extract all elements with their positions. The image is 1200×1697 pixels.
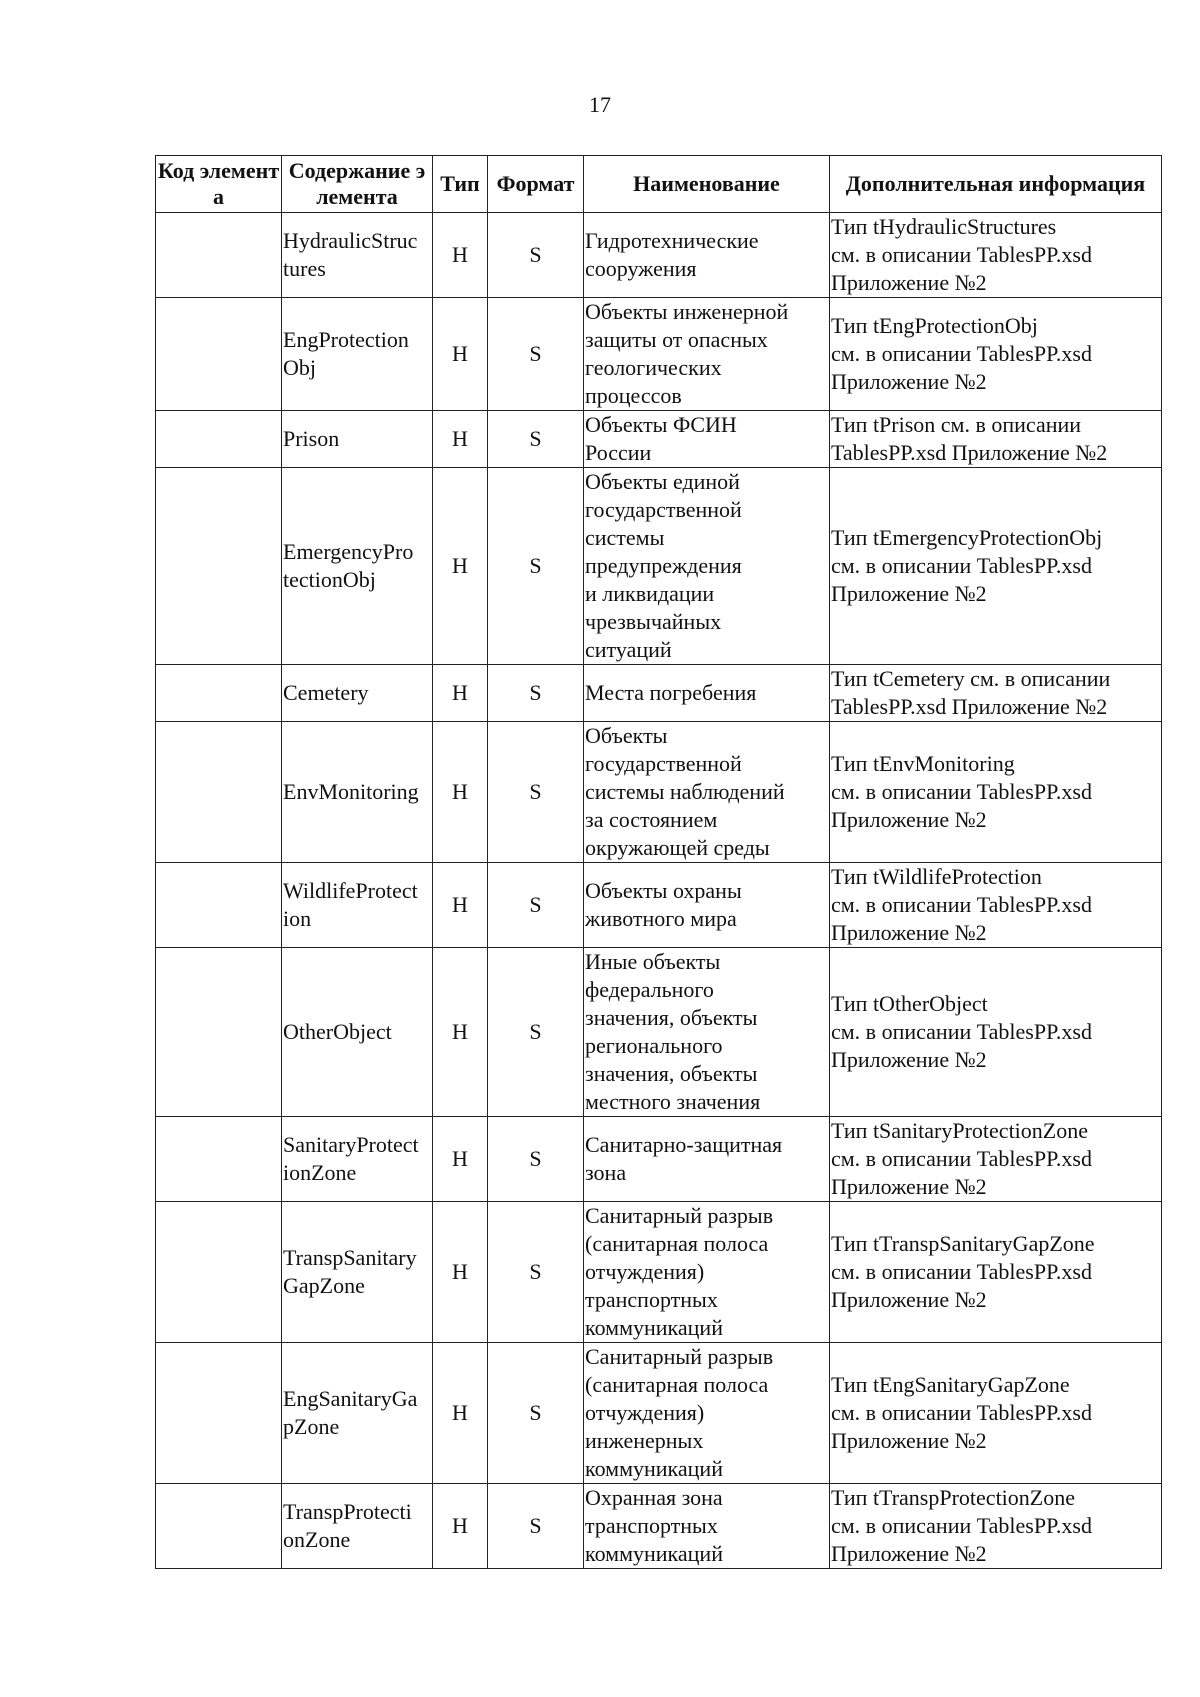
- additional-info-line: Приложение №2: [831, 1428, 987, 1453]
- table-row: [156, 298, 1162, 411]
- element-table: [155, 155, 1162, 1569]
- additional-info-cell: [830, 1484, 1162, 1569]
- additional-info-line: см. в описании TablesPP.xsd: [831, 553, 1092, 578]
- type-cell: Н: [433, 411, 488, 468]
- element-content-cell: [282, 948, 433, 1117]
- element-content-line: ion: [283, 906, 312, 931]
- additional-info-cell: [830, 213, 1162, 298]
- format-cell: S: [488, 722, 584, 863]
- element-content-line: ionZone: [283, 1160, 357, 1185]
- header-type: Тип: [433, 156, 488, 213]
- additional-info-line: Тип tSanitaryProtectionZone: [831, 1118, 1088, 1143]
- name-line: системы наблюдений: [585, 779, 785, 804]
- format-cell: S: [488, 468, 584, 665]
- name-line: коммуникаций: [585, 1456, 723, 1481]
- name-line: чрезвычайных: [585, 609, 722, 634]
- name-cell: [584, 213, 830, 298]
- table-row: [156, 1484, 1162, 1569]
- additional-info-line: см. в описании TablesPP.xsd: [831, 341, 1092, 366]
- additional-info-line: Приложение №2: [831, 270, 987, 295]
- name-line: государственной: [585, 751, 742, 776]
- additional-info-cell: [830, 298, 1162, 411]
- format-cell: S: [488, 948, 584, 1117]
- name-line: ситуаций: [585, 637, 672, 662]
- name-line: отчуждения): [585, 1259, 705, 1284]
- name-line: Места погребения: [585, 680, 757, 705]
- name-cell: [584, 1202, 830, 1343]
- additional-info-line: Тип tEmergencyProtectionObj: [831, 525, 1103, 550]
- additional-info-line: см. в описании TablesPP.xsd: [831, 892, 1092, 917]
- table-row: [156, 1343, 1162, 1484]
- element-content-line: tures: [283, 256, 326, 281]
- additional-info-line: см. в описании TablesPP.xsd: [831, 1259, 1092, 1284]
- header-element-code: Код элемента: [156, 156, 282, 213]
- additional-info-cell: [830, 1202, 1162, 1343]
- element-content-line: HydraulicStruc: [283, 228, 418, 253]
- type-cell: Н: [433, 863, 488, 948]
- element-content-line: EnvMonitoring: [283, 779, 419, 804]
- additional-info-line: Приложение №2: [831, 807, 987, 832]
- name-line: отчуждения): [585, 1400, 705, 1425]
- name-line: инженерных: [585, 1428, 704, 1453]
- additional-info-line: Тип tTranspSanitaryGapZone: [831, 1231, 1095, 1256]
- element-code-cell: [156, 213, 282, 298]
- additional-info-line: Приложение №2: [831, 920, 987, 945]
- element-code-cell: [156, 863, 282, 948]
- element-content-line: TranspSanitary: [283, 1245, 417, 1270]
- table-row: [156, 1202, 1162, 1343]
- table-row: [156, 722, 1162, 863]
- element-content-line: OtherObject: [283, 1019, 392, 1044]
- table-header-row: [156, 156, 1162, 213]
- additional-info-line: Тип tPrison см. в описании: [831, 412, 1082, 437]
- name-line: и ликвидации: [585, 581, 715, 606]
- name-line: регионального: [585, 1033, 723, 1058]
- additional-info-line: Приложение №2: [831, 1541, 987, 1566]
- additional-info-line: Тип tEngSanitaryGapZone: [831, 1372, 1070, 1397]
- name-line: государственной: [585, 497, 742, 522]
- format-cell: S: [488, 298, 584, 411]
- element-content-line: TranspProtecti: [283, 1499, 412, 1524]
- name-line: предупреждения: [585, 553, 742, 578]
- name-line: Объекты инженерной: [585, 299, 789, 324]
- header-name: Наименование: [584, 156, 830, 213]
- additional-info-line: см. в описании TablesPP.xsd: [831, 1513, 1092, 1538]
- table-row: [156, 468, 1162, 665]
- element-content-line: Cemetery: [283, 680, 369, 705]
- additional-info-line: Приложение №2: [831, 581, 987, 606]
- element-content-cell: [282, 1117, 433, 1202]
- element-code-cell: [156, 411, 282, 468]
- name-line: транспортных: [585, 1287, 718, 1312]
- additional-info-line: Тип tEngProtectionObj: [831, 313, 1038, 338]
- name-line: животного мира: [585, 906, 737, 931]
- name-line: Иные объекты: [585, 949, 721, 974]
- element-content-cell: [282, 468, 433, 665]
- additional-info-cell: [830, 665, 1162, 722]
- element-content-line: WildlifeProtect: [283, 878, 418, 903]
- format-cell: S: [488, 411, 584, 468]
- additional-info-line: см. в описании TablesPP.xsd: [831, 242, 1092, 267]
- additional-info-cell: [830, 1117, 1162, 1202]
- name-line: Санитарный разрыв: [585, 1344, 774, 1369]
- element-code-cell: [156, 1117, 282, 1202]
- additional-info-line: Приложение №2: [831, 1174, 987, 1199]
- additional-info-line: Приложение №2: [831, 369, 987, 394]
- additional-info-line: Тип tCemetery см. в описании: [831, 666, 1111, 691]
- element-content-cell: [282, 1484, 433, 1569]
- element-content-line: EmergencyPro: [283, 539, 414, 564]
- format-cell: S: [488, 1202, 584, 1343]
- element-content-line: GapZone: [283, 1273, 365, 1298]
- name-cell: [584, 298, 830, 411]
- name-cell: [584, 722, 830, 863]
- element-code-cell: [156, 722, 282, 863]
- type-cell: Н: [433, 298, 488, 411]
- name-cell: [584, 468, 830, 665]
- page-number: 17: [589, 92, 611, 117]
- additional-info-line: Тип tWildlifeProtection: [831, 864, 1042, 889]
- name-line: Охранная зона: [585, 1485, 723, 1510]
- element-code-cell: [156, 468, 282, 665]
- additional-info-cell: [830, 411, 1162, 468]
- type-cell: Н: [433, 948, 488, 1117]
- type-cell: Н: [433, 213, 488, 298]
- name-line: Санитарно-защитная: [585, 1132, 783, 1157]
- name-cell: [584, 1343, 830, 1484]
- element-content-cell: [282, 722, 433, 863]
- type-cell: Н: [433, 1343, 488, 1484]
- name-line: Санитарный разрыв: [585, 1203, 774, 1228]
- additional-info-cell: [830, 948, 1162, 1117]
- additional-info-line: см. в описании TablesPP.xsd: [831, 1146, 1092, 1171]
- format-cell: S: [488, 1343, 584, 1484]
- name-line: (санитарная полоса: [585, 1231, 769, 1256]
- name-line: коммуникаций: [585, 1541, 723, 1566]
- element-content-cell: [282, 863, 433, 948]
- name-line: сооружения: [585, 256, 697, 281]
- additional-info-line: Приложение №2: [831, 1287, 987, 1312]
- additional-info-cell: [830, 468, 1162, 665]
- name-line: окружающей среды: [585, 835, 770, 860]
- name-line: транспортных: [585, 1513, 718, 1538]
- table-row: [156, 411, 1162, 468]
- type-cell: Н: [433, 1484, 488, 1569]
- name-cell: [584, 863, 830, 948]
- table-row: [156, 863, 1162, 948]
- element-content-cell: [282, 665, 433, 722]
- table-row: [156, 1117, 1162, 1202]
- name-line: процессов: [585, 383, 682, 408]
- name-line: системы: [585, 525, 665, 550]
- type-cell: Н: [433, 722, 488, 863]
- type-cell: Н: [433, 1202, 488, 1343]
- name-cell: [584, 948, 830, 1117]
- additional-info-cell: [830, 863, 1162, 948]
- name-line: значения, объекты: [585, 1005, 758, 1030]
- name-line: Объекты ФСИН: [585, 412, 737, 437]
- name-line: (санитарная полоса: [585, 1372, 769, 1397]
- format-cell: S: [488, 1484, 584, 1569]
- table-body: [156, 213, 1162, 1569]
- name-line: геологических: [585, 355, 722, 380]
- element-content-line: SanitaryProtect: [283, 1132, 419, 1157]
- name-line: России: [585, 440, 652, 465]
- element-code-cell: [156, 1202, 282, 1343]
- element-content-line: EngProtection: [283, 327, 409, 352]
- additional-info-line: см. в описании TablesPP.xsd: [831, 1400, 1092, 1425]
- element-code-cell: [156, 298, 282, 411]
- format-cell: S: [488, 213, 584, 298]
- name-line: значения, объекты: [585, 1061, 758, 1086]
- additional-info-line: TablesPP.xsd Приложение №2: [831, 694, 1108, 719]
- name-line: защиты от опасных: [585, 327, 768, 352]
- format-cell: S: [488, 863, 584, 948]
- additional-info-line: TablesPP.xsd Приложение №2: [831, 440, 1108, 465]
- header-additional-info: Дополнительная информация: [830, 156, 1162, 213]
- format-cell: S: [488, 1117, 584, 1202]
- element-code-cell: [156, 948, 282, 1117]
- element-code-cell: [156, 1343, 282, 1484]
- name-cell: [584, 1484, 830, 1569]
- additional-info-cell: [830, 1343, 1162, 1484]
- element-content-line: Prison: [283, 426, 340, 451]
- name-line: местного значения: [585, 1089, 761, 1114]
- name-cell: [584, 1117, 830, 1202]
- header-element-content: Содержание элемента: [282, 156, 433, 213]
- type-cell: Н: [433, 468, 488, 665]
- type-cell: Н: [433, 1117, 488, 1202]
- additional-info-line: Приложение №2: [831, 1047, 987, 1072]
- name-cell: [584, 665, 830, 722]
- name-cell: [584, 411, 830, 468]
- name-line: Объекты: [585, 723, 668, 748]
- element-content-line: Obj: [283, 355, 316, 380]
- element-content-cell: [282, 1202, 433, 1343]
- element-content-cell: [282, 1343, 433, 1484]
- name-line: федерального: [585, 977, 714, 1002]
- element-code-cell: [156, 665, 282, 722]
- table-row: [156, 213, 1162, 298]
- name-line: Объекты единой: [585, 469, 740, 494]
- additional-info-line: Тип tEnvMonitoring: [831, 751, 1015, 776]
- format-cell: S: [488, 665, 584, 722]
- additional-info-line: см. в описании TablesPP.xsd: [831, 1019, 1092, 1044]
- additional-info-line: Тип tOtherObject: [831, 991, 988, 1016]
- element-content-line: onZone: [283, 1527, 351, 1552]
- element-content-cell: [282, 213, 433, 298]
- element-content-line: EngSanitaryGa: [283, 1386, 418, 1411]
- element-content-line: tectionObj: [283, 567, 376, 592]
- header-format: Формат: [488, 156, 584, 213]
- additional-info-line: Тип tHydraulicStructures: [831, 214, 1057, 239]
- name-line: за состоянием: [585, 807, 718, 832]
- element-code-cell: [156, 1484, 282, 1569]
- additional-info-cell: [830, 722, 1162, 863]
- name-line: Объекты охраны: [585, 878, 742, 903]
- element-content-line: pZone: [283, 1414, 340, 1439]
- table-row: [156, 665, 1162, 722]
- additional-info-line: Тип tTranspProtectionZone: [831, 1485, 1075, 1510]
- element-content-cell: [282, 298, 433, 411]
- name-line: Гидротехнические: [585, 228, 759, 253]
- element-content-cell: [282, 411, 433, 468]
- name-line: зона: [585, 1160, 627, 1185]
- type-cell: Н: [433, 665, 488, 722]
- additional-info-line: см. в описании TablesPP.xsd: [831, 779, 1092, 804]
- name-line: коммуникаций: [585, 1315, 723, 1340]
- table-row: [156, 948, 1162, 1117]
